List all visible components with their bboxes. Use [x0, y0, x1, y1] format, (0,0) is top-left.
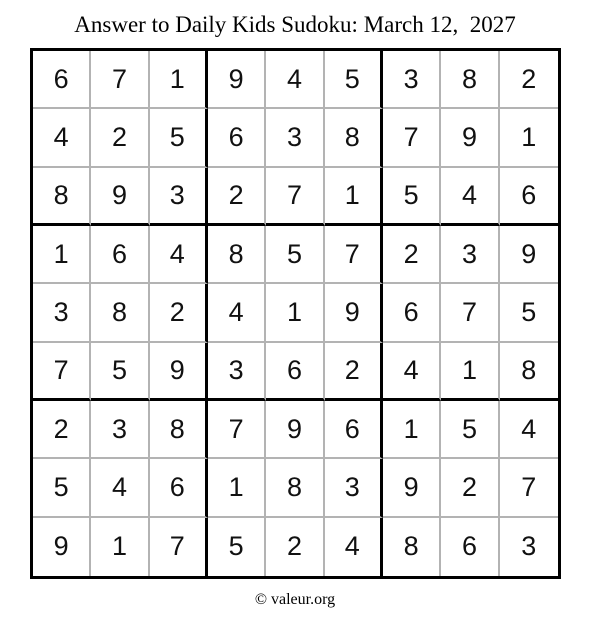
- sudoku-cell-r6-c3: 9: [150, 343, 208, 401]
- sudoku-cell-r2-c2: 2: [91, 109, 149, 167]
- sudoku-cell-r8-c2: 4: [91, 459, 149, 517]
- sudoku-cell-r6-c2: 5: [91, 343, 149, 401]
- sudoku-cell-r6-c9: 8: [500, 343, 558, 401]
- sudoku-cell-r6-c6: 2: [325, 343, 383, 401]
- sudoku-cell-r8-c3: 6: [150, 459, 208, 517]
- sudoku-cell-r7-c2: 3: [91, 401, 149, 459]
- sudoku-cell-r2-c7: 7: [383, 109, 441, 167]
- sudoku-cell-r7-c1: 2: [33, 401, 91, 459]
- sudoku-cell-r1-c3: 1: [150, 51, 208, 109]
- sudoku-cell-r2-c4: 6: [208, 109, 266, 167]
- sudoku-cell-r9-c3: 7: [150, 518, 208, 576]
- sudoku-cell-r5-c2: 8: [91, 284, 149, 342]
- sudoku-cell-r1-c5: 4: [266, 51, 324, 109]
- sudoku-cell-r5-c4: 4: [208, 284, 266, 342]
- sudoku-cell-r5-c8: 7: [441, 284, 499, 342]
- sudoku-cell-r8-c7: 9: [383, 459, 441, 517]
- copyright-footer: © valeur.org: [254, 591, 336, 608]
- sudoku-cell-r9-c5: 2: [266, 518, 324, 576]
- sudoku-cell-r7-c3: 8: [150, 401, 208, 459]
- sudoku-cell-r3-c2: 9: [91, 168, 149, 226]
- sudoku-cell-r4-c7: 2: [383, 226, 441, 284]
- sudoku-cell-r5-c5: 1: [266, 284, 324, 342]
- sudoku-cell-r2-c3: 5: [150, 109, 208, 167]
- sudoku-board: [30, 48, 561, 579]
- sudoku-cell-r5-c6: 9: [325, 284, 383, 342]
- sudoku-cell-r3-c4: 2: [208, 168, 266, 226]
- sudoku-cell-r4-c1: 1: [33, 226, 91, 284]
- sudoku-cell-r9-c2: 1: [91, 518, 149, 576]
- sudoku-cell-r9-c9: 3: [521, 531, 537, 562]
- sudoku-cell-r9-c7: 8: [383, 518, 441, 576]
- sudoku-cell-r9-c6: 4: [325, 518, 383, 576]
- sudoku-cell-r5-c7: 6: [383, 284, 441, 342]
- sudoku-cell-r7-c8: 5: [441, 401, 499, 459]
- sudoku-cell-r6-c4: 3: [208, 343, 266, 401]
- sudoku-cell-r3-c7: 5: [383, 168, 441, 226]
- sudoku-cell-r3-c6: 1: [325, 168, 383, 226]
- sudoku-cell-r6-c7: 4: [383, 343, 441, 401]
- sudoku-cell-r8-c4: 1: [208, 459, 266, 517]
- sudoku-cell-r1-c8: 8: [441, 51, 499, 109]
- sudoku-cell-r3-c8: 4: [441, 168, 499, 226]
- sudoku-cell-r7-c5: 9: [266, 401, 324, 459]
- sudoku-cell-r1-c7: 3: [383, 51, 441, 109]
- sudoku-cell-r7-c9: 4: [500, 401, 558, 459]
- sudoku-cell-r8-c9: 7: [500, 459, 558, 517]
- sudoku-cell-r9-c4: 5: [208, 518, 266, 576]
- sudoku-cell-r1-c9: 2: [500, 51, 558, 109]
- sudoku-cell-r2-c9: 1: [500, 109, 558, 167]
- sudoku-cell-r7-c4: 7: [208, 401, 266, 459]
- sudoku-cell-r1-c1: 6: [33, 51, 91, 109]
- sudoku-cell-r4-c5: 5: [266, 226, 324, 284]
- sudoku-cell-r6-c5: 6: [266, 343, 324, 401]
- sudoku-cell-r1-c2: 7: [91, 51, 149, 109]
- sudoku-cell-r4-c9: 9: [500, 226, 558, 284]
- sudoku-cell-r4-c2: 6: [91, 226, 149, 284]
- page-title: Answer to Daily Kids Sudoku: March 12, 2027: [74, 12, 516, 37]
- sudoku-cell-r6-c8: 1: [441, 343, 499, 401]
- sudoku-cell-r2-c1: 4: [33, 109, 91, 167]
- sudoku-cell-r8-c1: 5: [33, 459, 91, 517]
- sudoku-cell-r3-c3: 3: [150, 168, 208, 226]
- sudoku-cell-r4-c4: 8: [208, 226, 266, 284]
- sudoku-cell-r7-c6: 6: [325, 401, 383, 459]
- sudoku-cell-r5-c3: 2: [150, 284, 208, 342]
- sudoku-cell-r5-c1: 3: [33, 284, 91, 342]
- sudoku-cell-r5-c9: 5: [500, 284, 558, 342]
- sudoku-cell-r8-c6: 3: [325, 459, 383, 517]
- sudoku-cell-r2-c8: 9: [441, 109, 499, 167]
- sudoku-cell-r4-c8: 3: [441, 226, 499, 284]
- sudoku-cell-r3-c1: 8: [33, 168, 91, 226]
- sudoku-cell-r9-c8: 6: [441, 518, 499, 576]
- sudoku-cell-r3-c9: 6: [500, 168, 558, 226]
- sudoku-cell-r4-c3: 4: [150, 226, 208, 284]
- sudoku-cell-r3-c5: 7: [266, 168, 324, 226]
- sudoku-cell-r2-c6: 8: [325, 109, 383, 167]
- sudoku-cell-r8-c8: 2: [441, 459, 499, 517]
- sudoku-cell-r6-c1: 7: [33, 343, 91, 401]
- sudoku-cell-r8-c5: 8: [266, 459, 324, 517]
- sudoku-cell-r7-c7: 1: [383, 401, 441, 459]
- sudoku-cell-r1-c4: 9: [208, 51, 266, 109]
- sudoku-cell-r4-c6: 7: [325, 226, 383, 284]
- sudoku-cell-r2-c5: 3: [266, 109, 324, 167]
- sudoku-cell-r9-c1: 9: [33, 518, 91, 576]
- sudoku-cell-r1-c6: 5: [325, 51, 383, 109]
